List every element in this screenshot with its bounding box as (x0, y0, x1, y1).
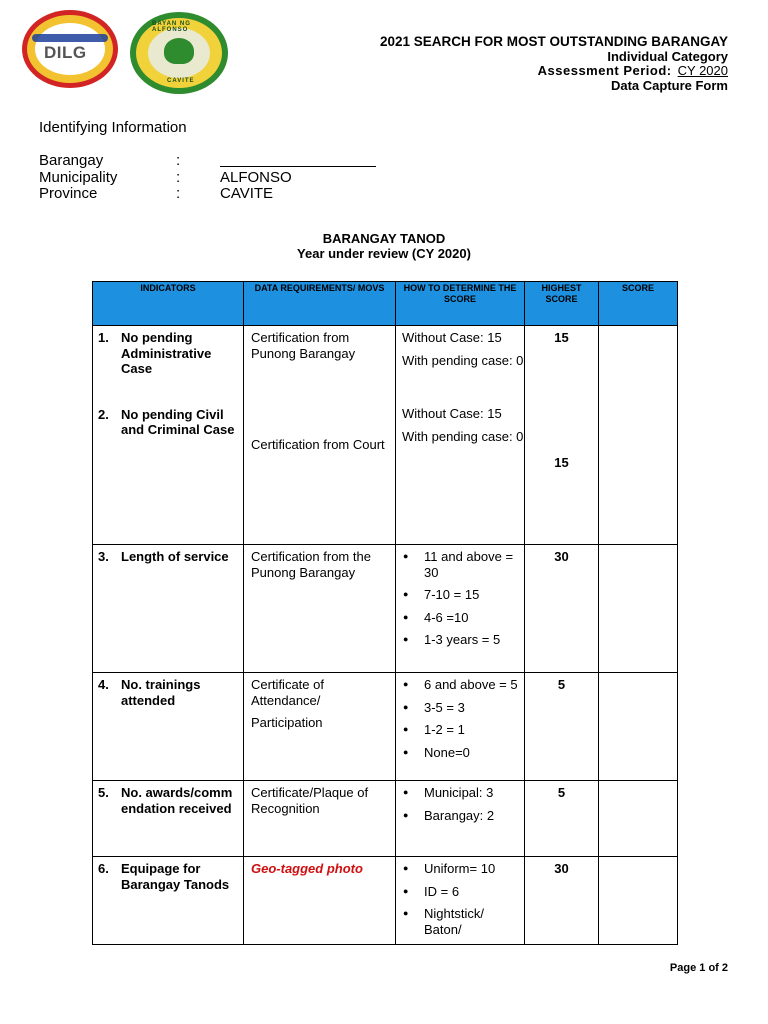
table-row (93, 673, 678, 781)
highest-score-cell (525, 781, 599, 857)
highest-score-value: 15 (554, 330, 569, 345)
score-cell[interactable] (599, 857, 678, 945)
how-bullet: ● Uniform= 10 (402, 861, 524, 877)
how-text: Without Case: 15 (402, 406, 502, 421)
indicator-text: No. awards/commendation received (121, 785, 233, 816)
indicator-cell (93, 326, 244, 545)
table-row (93, 545, 678, 673)
indicator-number: 2. (98, 406, 109, 422)
province-value: CAVITE (220, 185, 274, 202)
barangay-row (39, 152, 399, 169)
header-score: SCORE (599, 282, 678, 326)
alfonso-seal-logo (130, 12, 228, 94)
table-row (93, 781, 678, 857)
municipality-label: Municipality (39, 169, 118, 186)
header-form-name: Data Capture Form (610, 78, 728, 93)
mov-cell (244, 673, 396, 781)
header-indicators: INDICATORS (93, 282, 244, 326)
assessment-value: CY 2020 (677, 63, 728, 78)
how-bullet: ● 1-2 = 1 (402, 722, 524, 738)
mov-text: Certification from Punong Barangay (251, 330, 356, 361)
seal-bottom-text: CAVITE (167, 78, 195, 84)
colon: : (176, 185, 181, 202)
mov-cell (244, 326, 396, 545)
header-title: 2021 SEARCH FOR MOST OUTSTANDING BARANGAY (379, 34, 728, 49)
page-number: Page 1 of 2 (669, 962, 728, 974)
indicator-cell (93, 545, 244, 673)
province-label: Province (39, 185, 98, 202)
header-how-to-score: HOW TO DETERMINE THE SCORE (396, 282, 525, 326)
mov-text: Participation (251, 715, 323, 730)
highest-score-cell (525, 545, 599, 673)
highest-score-value: 5 (557, 785, 566, 800)
colon: : (176, 169, 181, 186)
how-cell (396, 326, 525, 545)
score-cell[interactable] (599, 326, 678, 545)
table-row (93, 857, 678, 945)
mov-cell (244, 781, 396, 857)
table-header-row (93, 282, 678, 326)
indicator-number: 4. (98, 677, 109, 692)
municipality-value: ALFONSO (220, 169, 292, 186)
mov-cell (244, 545, 396, 673)
indicator-text: Length of service (121, 549, 229, 564)
indicator-number: 5. (98, 785, 109, 800)
indicator-text: No. trainings attended (121, 677, 201, 708)
highest-score-value: 5 (557, 677, 566, 692)
section-subtitle: Year under review (CY 2020) (297, 246, 471, 261)
score-cell[interactable] (599, 545, 678, 673)
seal-tree-icon (164, 38, 194, 64)
mov-text: Geo-tagged photo (251, 861, 363, 876)
how-text: Without Case: 15 (402, 330, 502, 345)
seal-top-text: BAYAN NG ALFONSO (152, 21, 191, 33)
how-bullet: ● Municipal: 3 (402, 785, 524, 801)
section-title: BARANGAY TANOD (322, 231, 446, 246)
how-bullet: ● 7-10 = 15 (402, 587, 524, 603)
how-bullet: ● Nightstick/ Baton/ (402, 906, 524, 937)
indicator-text: No pending Administrative Case (121, 330, 212, 376)
indicator-cell (93, 857, 244, 945)
how-cell (396, 545, 525, 673)
how-bullet: ● None=0 (402, 745, 524, 761)
province-row (39, 185, 399, 202)
dilg-logo-flag (32, 34, 108, 42)
how-cell (396, 781, 525, 857)
how-bullet: ● 4-6 =10 (402, 610, 524, 626)
indicator-cell (93, 781, 244, 857)
indicator-text: No pending Civil and Criminal Case (121, 406, 235, 437)
how-bullet: ● 11 and above = 30 (402, 549, 524, 580)
how-bullet: ● 1-3 years = 5 (402, 632, 524, 648)
dilg-logo-text: DILG (44, 43, 87, 62)
how-bullet: ● 3-5 = 3 (402, 700, 524, 716)
header-category: Individual Category (607, 49, 728, 64)
colon: : (176, 152, 181, 169)
highest-score-value: 30 (554, 861, 569, 876)
mov-cell (244, 857, 396, 945)
highest-score-cell (525, 326, 599, 545)
highest-score-value: 30 (554, 549, 569, 564)
municipality-row (39, 169, 399, 186)
how-bullet: ● Barangay: 2 (402, 808, 524, 824)
how-cell (396, 857, 525, 945)
how-bullet: ● ID = 6 (402, 884, 524, 900)
score-cell[interactable] (599, 673, 678, 781)
indicator-number: 6. (98, 861, 109, 876)
score-cell[interactable] (599, 781, 678, 857)
highest-score-cell (525, 857, 599, 945)
table-row (93, 326, 678, 545)
identifying-info-title: Identifying Information (39, 119, 187, 136)
mov-text: Certificate of Attendance/ (251, 677, 324, 708)
indicator-text: Equipage for Barangay Tanods (121, 861, 230, 892)
indicator-number: 3. (98, 549, 109, 564)
header-data-requirements: DATA REQUIREMENTS/ MOVS (244, 282, 396, 326)
how-bullet: ● 6 and above = 5 (402, 677, 524, 693)
highest-score-value: 15 (554, 454, 569, 470)
indicator-cell (93, 673, 244, 781)
indicator-number: 1. (98, 330, 109, 345)
assessment-label: Assessment Period: (537, 63, 672, 78)
how-cell (396, 673, 525, 781)
barangay-blank-line (220, 166, 376, 167)
header-highest-score: HIGHEST SCORE (525, 282, 599, 326)
highest-score-cell (525, 673, 599, 781)
barangay-label: Barangay (39, 152, 104, 169)
how-text: With pending case: 0 (402, 428, 524, 444)
how-text: With pending case: 0 (402, 352, 524, 368)
mov-text: Certificate/Plaque of Recognition (251, 785, 369, 816)
mov-text: Certification from Court (251, 437, 385, 452)
dilg-logo (22, 10, 118, 88)
criteria-table (92, 281, 678, 945)
header-assessment-period (538, 63, 728, 78)
mov-text: Certification from the Punong Barangay (251, 549, 371, 580)
